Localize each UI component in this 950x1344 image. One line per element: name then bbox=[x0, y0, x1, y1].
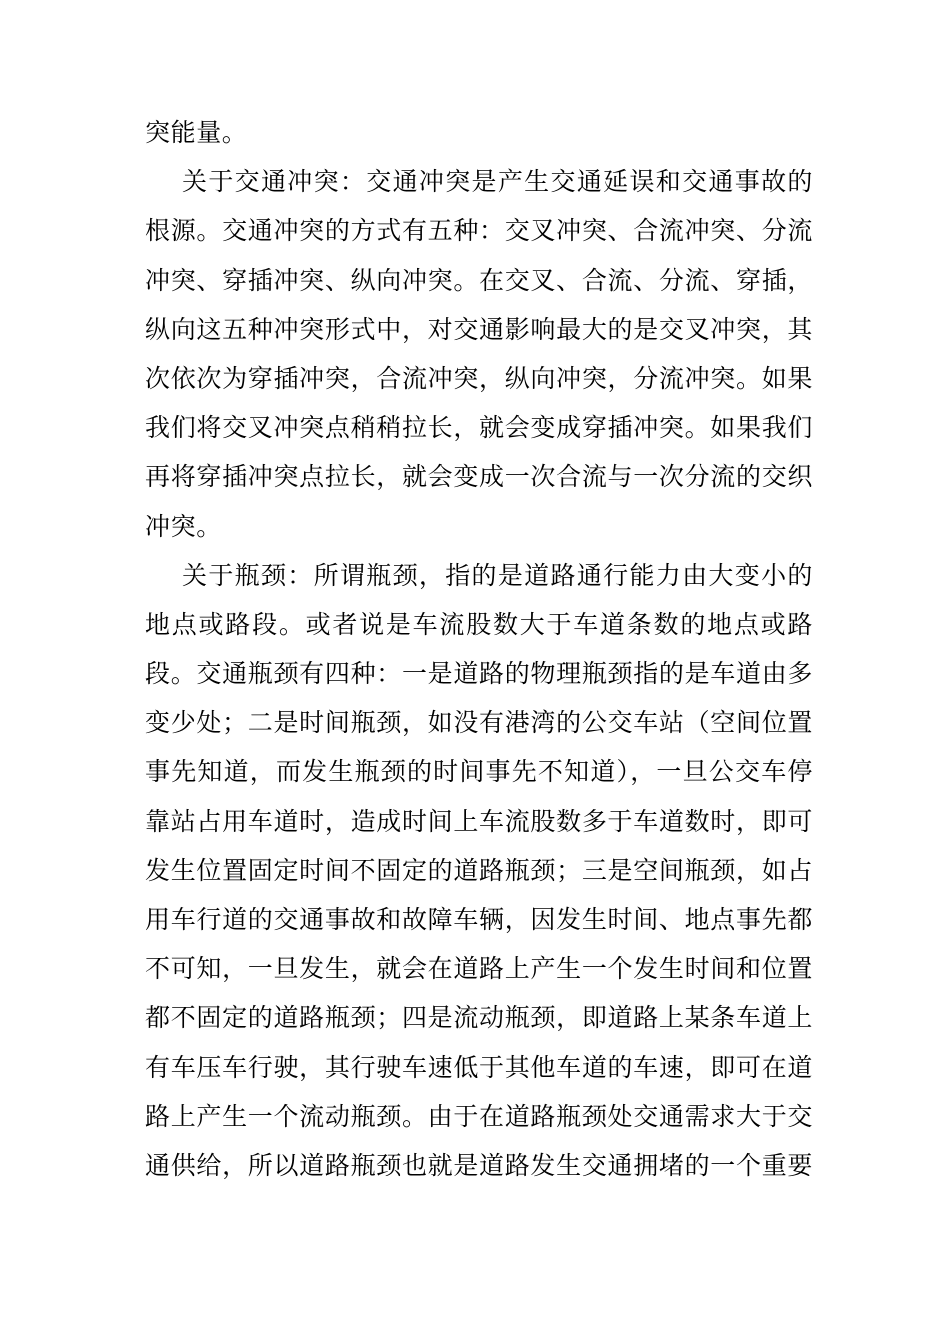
text-line: 再将穿插冲突点拉长，就会变成一次合流与一次分流的交织 bbox=[145, 462, 813, 492]
text-line: 用车行道的交通事故和故障车辆，因发生时间、地点事先都 bbox=[145, 905, 813, 934]
text-line: 通供给，所以道路瓶颈也就是道路发生交通拥堵的一个重要 bbox=[145, 1150, 813, 1180]
text-line: 变少处；二是时间瓶颈，如没有港湾的公交车站（空间位置 bbox=[145, 708, 813, 738]
text-line: 纵向这五种冲突形式中，对交通影响最大的是交叉冲突，其 bbox=[145, 314, 813, 344]
text-line: 冲突、穿插冲突、纵向冲突。在交叉、合流、分流、穿插， bbox=[145, 265, 813, 295]
text-line: 都不固定的道路瓶颈；四是流动瓶颈，即道路上某条车道上 bbox=[145, 1003, 813, 1033]
text-line: 突能量。 bbox=[145, 118, 248, 147]
text-line: 发生位置固定时间不固定的道路瓶颈；三是空间瓶颈，如占 bbox=[145, 855, 813, 885]
body-text bbox=[145, 108, 813, 1190]
text-line: 段。交通瓶颈有四种：一是道路的物理瓶颈指的是车道由多 bbox=[145, 659, 813, 689]
text-line: 次依次为穿插冲突，合流冲突，纵向冲突，分流冲突。如果 bbox=[145, 363, 813, 393]
text-line: 我们将交叉冲突点稍稍拉长，就会变成穿插冲突。如果我们 bbox=[145, 413, 813, 443]
text-line: 地点或路段。或者说是车流股数大于车道条数的地点或路 bbox=[145, 609, 813, 639]
text-line: 冲突。 bbox=[145, 511, 222, 541]
text-line: 不可知，一旦发生，就会在道路上产生一个发生时间和位置 bbox=[145, 954, 813, 984]
text-line: 事先知道，而发生瓶颈的时间事先不知道），一旦公交车停 bbox=[145, 757, 813, 787]
paragraph-start-line: 关于瓶颈：所谓瓶颈，指的是道路通行能力由大变小的 bbox=[182, 560, 813, 590]
text-line: 靠站占用车道时，造成时间上车流股数多于车道数时，即可 bbox=[145, 806, 813, 836]
text-line: 有车压车行驶，其行驶车速低于其他车道的车速，即可在道 bbox=[145, 1052, 813, 1082]
text-line: 根源。交通冲突的方式有五种：交叉冲突、合流冲突、分流 bbox=[145, 216, 813, 246]
paragraph-start-line: 关于交通冲突：交通冲突是产生交通延误和交通事故的 bbox=[182, 167, 813, 197]
text-line: 路上产生一个流动瓶颈。由于在道路瓶颈处交通需求大于交 bbox=[145, 1101, 813, 1131]
